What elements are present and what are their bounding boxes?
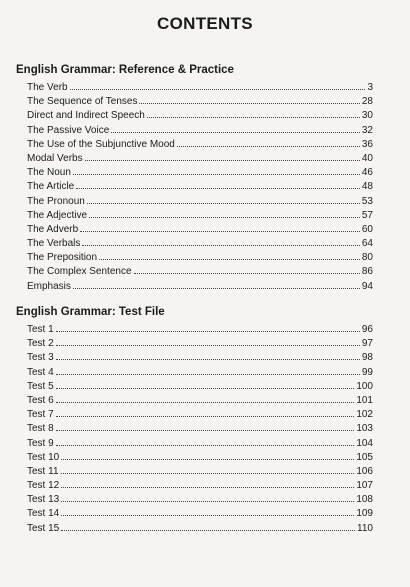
toc-entry (27, 408, 373, 422)
toc-entry-title: Test 2 (27, 338, 54, 350)
toc-entry (27, 422, 373, 436)
toc-entry (27, 138, 373, 152)
toc-entry-title: The Preposition (27, 252, 98, 264)
toc-entry-title: Test 11 (27, 465, 59, 477)
toc-entry (27, 124, 373, 138)
toc-entry (27, 465, 373, 479)
toc-entry (27, 522, 373, 536)
toc-entry (27, 251, 373, 265)
toc-entry (27, 437, 373, 451)
toc-entry-title: The Verb (27, 82, 68, 93)
toc-entry-page-number: 28 (361, 96, 373, 108)
toc-entry-title: Modal Verbs (27, 152, 83, 164)
toc-entry-page-number: 110 (357, 522, 373, 534)
toc-entry-page-number: 3 (367, 82, 373, 93)
toc-entry-title: The Use of the Subjunctive Mood (27, 138, 175, 150)
toc-entry-page-number: 57 (361, 209, 373, 221)
toc-entry (27, 507, 373, 521)
dot-leader (147, 117, 360, 118)
dot-leader (61, 487, 354, 488)
toc-entry (27, 152, 373, 166)
toc-entry (27, 166, 373, 180)
toc-entry-page-number: 80 (361, 252, 373, 264)
toc-entry (27, 280, 373, 294)
toc-entry-page-number: 99 (361, 366, 373, 378)
toc-entry (27, 493, 373, 507)
toc-entry-title: Test 5 (27, 380, 54, 392)
toc-entry-page-number: 98 (361, 352, 373, 364)
toc-entry-title: The Noun (27, 167, 71, 179)
dot-leader (56, 345, 360, 346)
toc-entry-title: Test 6 (27, 394, 54, 406)
toc-entry (27, 380, 373, 394)
dot-leader (61, 501, 354, 502)
toc-entry-page-number: 64 (361, 238, 373, 250)
dot-leader (56, 445, 355, 446)
toc-entry-page-number: 94 (361, 280, 373, 292)
dot-leader (56, 416, 355, 417)
page-title: CONTENTS (157, 14, 253, 33)
toc-entry-title: Direct and Indirect Speech (27, 110, 145, 122)
toc-entry-title: Test 4 (27, 366, 54, 378)
dot-leader (139, 103, 359, 104)
dot-leader (61, 515, 354, 516)
dot-leader (82, 245, 360, 246)
dot-leader (177, 146, 360, 147)
toc-entry-title: The Complex Sentence (27, 266, 132, 278)
dot-leader (61, 473, 355, 474)
toc-entry-page-number: 103 (356, 423, 373, 435)
dot-leader (56, 374, 360, 375)
dot-leader (56, 430, 355, 431)
toc-entry-title: Test 1 (27, 324, 54, 335)
toc-entry (27, 209, 373, 223)
toc-entry (27, 109, 373, 123)
toc-entry (27, 451, 373, 465)
toc-entry-page-number: 104 (356, 437, 373, 449)
toc-entry-title: The Pronoun (27, 195, 85, 207)
section-heading-reference-practice: English Grammar: Reference & Practice (16, 64, 234, 76)
dot-leader (76, 188, 360, 189)
toc-entry-page-number: 100 (356, 380, 373, 392)
dot-leader (89, 217, 360, 218)
toc-entry-title: Test 3 (27, 352, 54, 364)
toc-entry (27, 180, 373, 194)
dot-leader (61, 530, 355, 531)
toc-entry-page-number: 101 (356, 394, 373, 406)
toc-entry-page-number: 53 (361, 195, 373, 207)
toc-entry (27, 223, 373, 237)
dot-leader (70, 89, 366, 90)
dot-leader (61, 459, 354, 460)
toc-entry-page-number: 109 (356, 508, 373, 520)
toc-entry (27, 351, 373, 365)
toc-entry-page-number: 107 (356, 480, 373, 492)
toc-entry-page-number: 30 (361, 110, 373, 122)
toc-entry-page-number: 46 (361, 167, 373, 179)
toc-entry-page-number: 40 (361, 152, 373, 164)
toc-entry-title: Test 8 (27, 423, 54, 435)
toc-entry (27, 265, 373, 279)
toc-entry-title: Test 14 (27, 508, 60, 520)
dot-leader (111, 132, 360, 133)
dot-leader (85, 160, 360, 161)
toc-entry-title: The Article (27, 181, 75, 193)
toc-entry-title: Test 9 (27, 437, 54, 449)
toc-entry-page-number: 105 (356, 451, 373, 463)
toc-entry-page-number: 32 (361, 124, 373, 136)
dot-leader (56, 331, 360, 332)
toc-entry-page-number: 106 (356, 465, 373, 477)
toc-entry-title: Test 10 (27, 451, 60, 463)
toc-list-reference-practice (27, 81, 373, 294)
toc-entry-title: The Sequence of Tenses (27, 96, 138, 108)
dot-leader (73, 288, 360, 289)
toc-entry-title: The Passive Voice (27, 124, 110, 136)
toc-entry-title: The Verbals (27, 238, 81, 250)
dot-leader (87, 203, 360, 204)
toc-entry-page-number: 36 (361, 138, 373, 150)
toc-entry (27, 195, 373, 209)
dot-leader (56, 402, 355, 403)
toc-entry-title: Test 7 (27, 409, 54, 421)
toc-entry-title: Emphasis (27, 280, 71, 292)
dot-leader (134, 273, 360, 274)
dot-leader (80, 231, 360, 232)
toc-entry (27, 323, 373, 337)
toc-entry-page-number: 102 (356, 409, 373, 421)
toc-entry (27, 479, 373, 493)
toc-entry (27, 366, 373, 380)
toc-entry (27, 81, 373, 95)
toc-entry (27, 394, 373, 408)
toc-entry-title: The Adjective (27, 209, 88, 221)
section-heading-test-file: English Grammar: Test File (16, 306, 165, 318)
toc-entry-page-number: 48 (361, 181, 373, 193)
toc-entry (27, 237, 373, 251)
toc-entry-page-number: 96 (361, 324, 373, 335)
toc-entry-title: Test 12 (27, 480, 60, 492)
dot-leader (56, 359, 360, 360)
toc-entry (27, 337, 373, 351)
toc-entry-page-number: 86 (361, 266, 373, 278)
dot-leader (56, 388, 355, 389)
toc-entry-title: The Adverb (27, 223, 79, 235)
toc-entry (27, 95, 373, 109)
dot-leader (99, 259, 360, 260)
toc-entry-page-number: 60 (361, 223, 373, 235)
dot-leader (73, 174, 360, 175)
toc-entry-page-number: 97 (361, 338, 373, 350)
toc-list-test-file (27, 323, 373, 536)
toc-entry-title: Test 15 (27, 522, 60, 534)
toc-entry-title: Test 13 (27, 494, 60, 506)
toc-entry-page-number: 108 (356, 494, 373, 506)
